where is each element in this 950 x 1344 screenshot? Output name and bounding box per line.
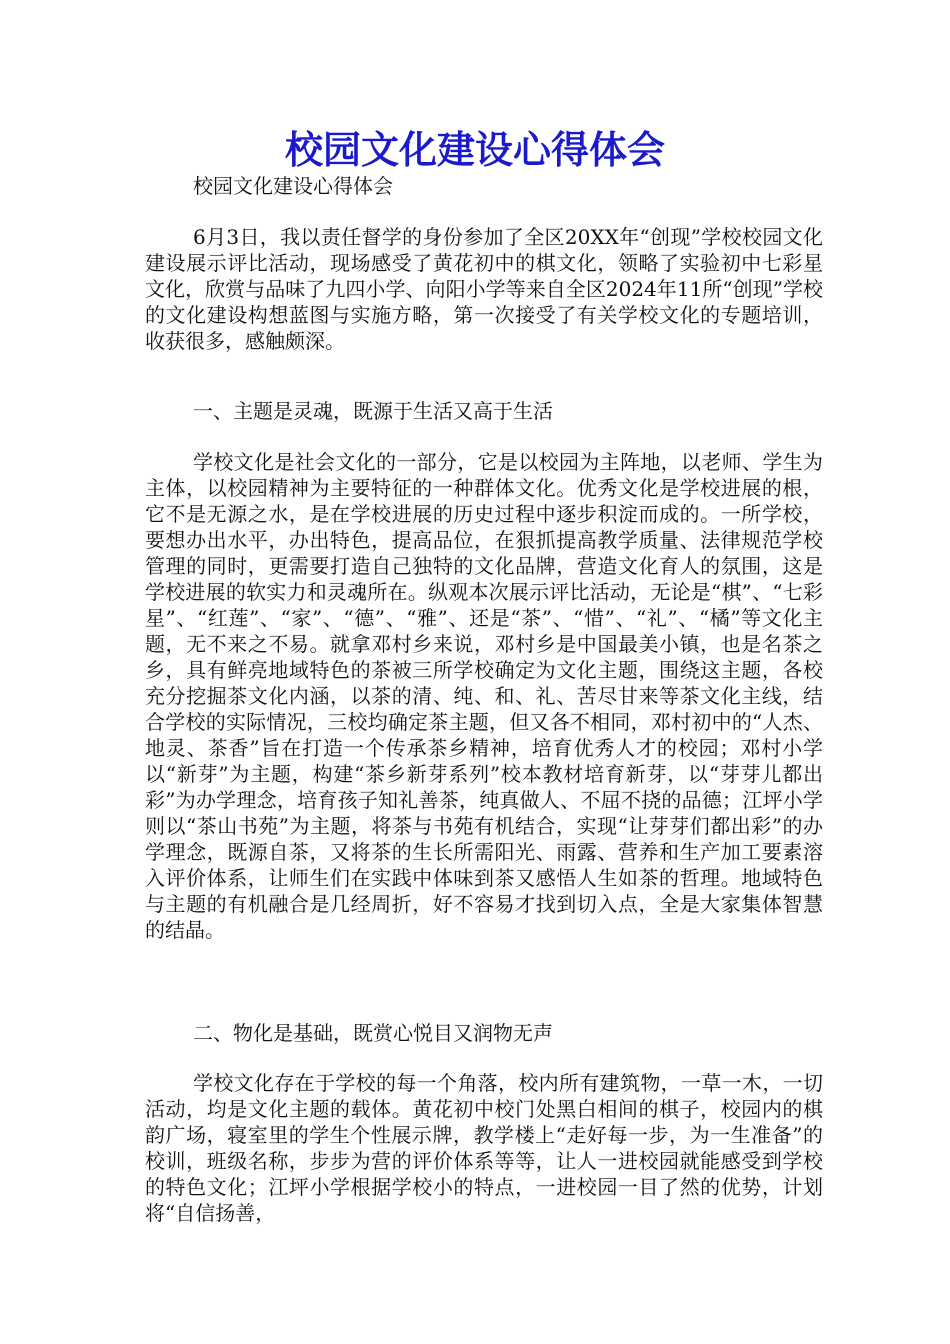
- section-heading-2: 二、物化是基础，既赏心悦目又润物无声: [193, 1021, 553, 1045]
- paragraph-section-2: 学校文化存在于学校的每一个角落，校内所有建筑物，一草一木，一切活动，均是文化主题的载体。黄花初中校门处黑白相间的棋子，校园内的棋韵广场，寝室里的学生个性展示牌，教学楼上“走好每一步，为一生准备”的校训，班级名称，步步为营的评价体系等等，让人一进校园就能感受到学校的特色文化；江坪小学根据学校小的特点，一进校园一目了然的优势，计划将“自信扬善，: [145, 1071, 823, 1225]
- paragraph-section-1: 学校文化是社会文化的一部分，它是以校园为主阵地，以老师、学生为主体，以校园精神为主要特征的一种群体文化。优秀文化是学校进展的根，它不是无源之水，是在学校进展的历史过程中逐步积淀而成的。一所学校，要想办出水平，办出特色，提高品位，在狠抓提高教学质量、法律规范学校管理的同时，更需要打造自己独特的文化品牌，营造文化育人的氛围，这是学校进展的软实力和灵魂所在。纵观本次展示评比活动，无论是“棋”、“七彩星”、“红莲”、“家”、“德”、“雅”、还是“茶”、“惜”、“礼”、“橘”等文化主题，无不来之不易。就拿邓村乡来说，邓村乡是中国最美小镇，也是名茶之乡，具有鲜亮地域特色的茶被三所学校确定为文化主题，围绕这主题，各校充分挖掘茶文化内涵，以茶的清、纯、和、礼、苦尽甘来等茶文化主线，结合学校的实际情况，三校均确定茶主题，但又各不相同，邓村初中的“人杰、地灵、茶香”旨在打造一个传承茶乡精神，培育优秀人才的校园；邓村小学以“新芽”为主题，构建“茶乡新芽系列”校本教材培育新芽，以“芽芽儿都出彩”为办学理念，培育孩子知礼善茶，纯真做人、不屈不挠的品德；江坪小学则以“茶山书苑”为主题，将茶与书苑有机结合，实现“让芽芽们都出彩”的办学理念，既源自茶，又将茶的生长所需阳光、雨露、营养和生产加工要素溶入评价体系，让师生们在实践中体味到茶又感悟人生如茶的哲理。地域特色与主题的有机融合是几经周折，好不容易才找到切入点，全是大家集体智慧的结晶。: [145, 450, 823, 942]
- section-heading-1: 一、主题是灵魂，既源于生活又高于生活: [193, 399, 553, 423]
- document-subtitle: 校园文化建设心得体会: [193, 174, 393, 198]
- document-title: 校园文化建设心得体会: [284, 127, 665, 172]
- paragraph-intro: 6月3日，我以责任督学的身份参加了全区20XX年“创现”学校校园文化建设展示评比活动，现场感受了黄花初中的棋文化，领略了实验初中七彩星文化，欣赏与品味了九四小学、向阳小学等来自全区2024年11所“创现”学校的文化建设构想蓝图与实施方略，第一次接受了有关学校文化的专题培训，收获很多，感触颇深。: [145, 225, 823, 353]
